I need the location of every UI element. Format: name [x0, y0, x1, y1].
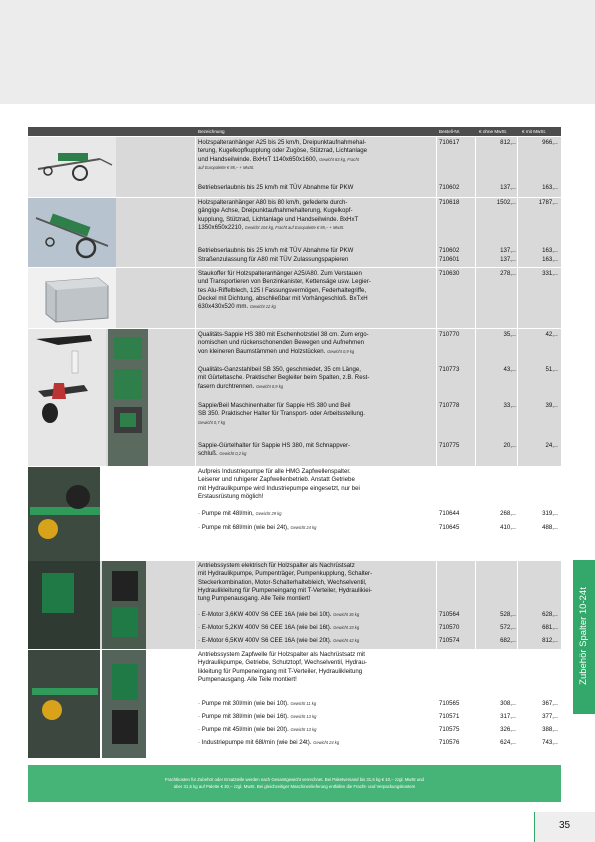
trailer-a25-photo — [28, 137, 194, 197]
text-line: Leiserer und ruhigerer Zapfwellenbetrieb. Anstatt Getriebe — [198, 476, 355, 484]
product-block-hand-tools — [28, 329, 561, 466]
text-part: und Handseilwinde. BxHxT 1140x650x1600, — [198, 155, 318, 163]
text-line: mit Hydraulikpumpe, Pumpenträger, Pumpenkupplung, Schalter- — [198, 570, 373, 578]
a80-description — [198, 199, 433, 232]
page-number: 35 — [559, 820, 571, 831]
text-part: · Pumpe mit 38l/min (wie bei 16t). — [198, 713, 289, 720]
weight-note: Gewicht 0,2 kg — [219, 451, 247, 457]
cents: –– — [512, 702, 516, 706]
price-value: 488, — [542, 524, 554, 531]
price-net — [476, 726, 516, 734]
price-net — [476, 624, 516, 632]
product-block-a25 — [28, 137, 561, 197]
permit-description: Betriebserlaubnis bis 25 km/h mit TÜV Abnahme für PKW — [198, 247, 354, 254]
text-part: · Pumpe mit 48l/min, — [198, 510, 254, 517]
cents: –– — [512, 626, 516, 630]
order-number: 710618 — [439, 199, 460, 206]
price-value: 35, — [503, 331, 512, 338]
text-line: nomischen und rückenschonenden Bewegen und Aufnehmen — [198, 339, 365, 347]
price-gross — [518, 331, 558, 339]
section-side-tab-label: Zubehör Spalter 10-24t — [578, 587, 589, 685]
cents: –– — [554, 368, 558, 372]
order-number: 710564 — [439, 611, 460, 618]
text-part: · E-Motor 5,2KW 400V S6 CEE 16A (wie bei 16t). — [198, 624, 332, 631]
price-value: 572, — [500, 624, 512, 631]
price-value: 39, — [545, 402, 554, 409]
text-line — [198, 383, 433, 391]
price-value: 367, — [542, 700, 554, 707]
cents: –– — [554, 639, 558, 643]
text-part: von kleineren Baumstämmen und Holzstücken. — [198, 347, 326, 355]
price-gross — [518, 726, 558, 734]
cents: –– — [554, 249, 558, 253]
permit-description: Betriebserlaubnis bis 25 km/h mit TÜV Abnahme für PKW — [198, 184, 354, 191]
price-value: 51, — [545, 366, 554, 373]
text-line: Hydraulikleitung für Pumpeneingang mit T-Verteiler, Hydraulikiei- — [198, 586, 372, 594]
text-line: Qualitäts-Sappie HS 380 mit Eschenholzstiel 38 cm. Zum ergo- — [198, 331, 369, 338]
price-gross — [518, 700, 558, 708]
storage-box-description — [198, 270, 433, 311]
price-gross — [518, 199, 558, 207]
text-line: Sappie-Gürtelhalter für Sappie HS 380, mit Schnappver- — [198, 442, 351, 449]
order-number: 710775 — [439, 442, 460, 449]
text-line: Hydraulikpumpe, Getriebe, Schutztopf, Wechselventil, Hydrau- — [198, 659, 367, 667]
price-net — [476, 442, 516, 450]
cents: –– — [512, 728, 516, 732]
price-value: 163, — [542, 184, 554, 191]
price-net — [476, 524, 516, 532]
axe-description — [198, 366, 433, 391]
price-net — [476, 184, 516, 192]
hand-tools-photos — [28, 329, 194, 466]
order-number: 710645 — [439, 524, 460, 531]
cents: –– — [512, 741, 516, 745]
text-line: kupplung, Stützrad, Lichtanlage und Handseilwinde. BxHxT — [198, 215, 359, 223]
cents: –– — [554, 526, 558, 530]
text-line: gängige Achse, Dreipunktaufnahmehalterung, Kugelkopf- — [198, 207, 353, 215]
freight-text — [28, 765, 561, 790]
price-value: 268, — [500, 510, 512, 517]
pump-45-description — [198, 726, 433, 734]
text-line: tung Pumpenausgang. Alle Teile montiert! — [198, 595, 311, 603]
price-value: 43, — [503, 366, 512, 373]
product-block-industrial-pump — [28, 467, 561, 561]
header-price-gross: € mit MwSt. — [522, 129, 546, 134]
text-line: Aufpreis Industriepumpe für alle HMG Zapfwellenspalter. — [198, 468, 351, 475]
cents: –– — [554, 141, 558, 145]
order-number: 710644 — [439, 510, 460, 517]
price-value: 42, — [545, 331, 554, 338]
pump-30-description — [198, 700, 433, 708]
belt-holder-description — [198, 442, 433, 459]
price-net — [476, 510, 516, 518]
freight-note: auf Europalette € 85,– + MwSt. — [198, 164, 255, 170]
price-net — [476, 611, 516, 619]
weight-note: Gewicht 11 kg — [290, 701, 317, 706]
text-line: und Transportieren von Benzinkanister, Kettensäge usw. Legier- — [198, 278, 371, 286]
a25-description — [198, 139, 433, 172]
price-gross — [518, 524, 558, 532]
order-number: 710773 — [439, 366, 460, 373]
text-line — [198, 303, 433, 311]
weight-note: Gewicht 33 kg — [333, 625, 360, 630]
price-net — [476, 247, 516, 255]
order-number: 710602 — [439, 184, 460, 191]
text-line: terung, Kugelkopfkupplung oder Zugöse, Stützrad, Lichtanlage — [198, 147, 368, 155]
price-value: 1502, — [496, 199, 512, 206]
product-block-a80 — [28, 198, 561, 267]
price-value: 377, — [542, 713, 554, 720]
storage-box-photo — [28, 268, 194, 328]
price-net — [476, 637, 516, 645]
cents: –– — [554, 613, 558, 617]
price-gross — [518, 366, 558, 374]
freight-line: Frachtkosten für Zubehör oder Ersatzteile werden nach Gesamtgewicht verrechnet. Bei Paketversand bis 31,5 kg € 10,– zzgl. MwSt und — [165, 777, 424, 782]
cents: –– — [554, 272, 558, 276]
trailer-a80-photo — [28, 198, 194, 267]
order-number: 710575 — [439, 726, 460, 733]
price-value: 163, — [542, 247, 554, 254]
price-value: 812, — [542, 637, 554, 644]
text-line: mit Gürteltasche. Praktischer Begleiter beim Spalten, z.B. Rest- — [198, 374, 370, 382]
header-order-number: Bestell-Nr. — [439, 129, 461, 134]
motor-65-description — [198, 637, 433, 645]
text-line — [198, 450, 433, 458]
industrial-pump-68-description — [198, 739, 433, 747]
cents: –– — [554, 626, 558, 630]
text-line: Steckerkombination, Motor-Schalterhaltebleich, Wechselventil, — [198, 578, 367, 586]
pto-drive-description — [198, 651, 433, 684]
cents: –– — [554, 444, 558, 448]
cents: –– — [554, 201, 558, 205]
product-block-electric-drive — [28, 561, 561, 649]
order-number: 710576 — [439, 739, 460, 746]
text-part: · Industriepumpe mit 68l/min (wie bei 24t). — [198, 739, 312, 746]
pump-48-description — [198, 510, 433, 518]
price-value: 812, — [500, 139, 512, 146]
price-value: 681, — [542, 624, 554, 631]
column-divider — [475, 136, 476, 758]
text-line: tes Alu-Riffelblech, 125 l Fassungsvermögen, Federhaltegriffe, — [198, 286, 367, 294]
machine-holder-description — [198, 402, 433, 427]
sappie-description — [198, 331, 433, 356]
price-value: 1787, — [538, 199, 554, 206]
price-gross — [518, 442, 558, 450]
price-net — [476, 199, 516, 207]
price-net — [476, 402, 516, 410]
pto-drive-photos — [28, 650, 194, 758]
cents: –– — [554, 404, 558, 408]
cents: –– — [554, 333, 558, 337]
cents: –– — [512, 526, 516, 530]
price-gross — [518, 139, 558, 147]
product-block-pto-drive — [28, 650, 561, 758]
cents: –– — [554, 186, 558, 190]
price-net — [476, 331, 516, 339]
price-value: 24, — [545, 442, 554, 449]
price-net — [476, 366, 516, 374]
electric-drive-description — [198, 562, 433, 603]
price-value: 624, — [500, 739, 512, 746]
text-part: schluß. — [198, 450, 218, 458]
cents: –– — [512, 639, 516, 643]
price-value: 308, — [500, 700, 512, 707]
weight-note: Gewicht 24 kg — [313, 740, 340, 745]
column-divider — [195, 136, 196, 758]
price-gross — [518, 247, 558, 255]
text-line: SB 350. Praktischer Halter für Transport- oder Arbeitsstellung. — [198, 410, 365, 418]
price-net — [476, 700, 516, 708]
industrial-pump-description — [198, 468, 433, 501]
header-price-net: € ohne MwSt. — [479, 129, 508, 134]
text-line: mit Hydraulikpumpe wird Industriepumpe eingesetzt, nur bei — [198, 484, 360, 492]
order-number: 710778 — [439, 402, 460, 409]
product-block-storage-box — [28, 268, 561, 328]
price-value: 33, — [503, 402, 512, 409]
price-gross — [518, 624, 558, 632]
price-value: 326, — [500, 726, 512, 733]
cents: –– — [554, 728, 558, 732]
text-part: 630x430x520 mm. — [198, 303, 249, 311]
motor-36-description — [198, 611, 433, 619]
text-part: · Pumpe mit 30l/min (wie bei 10t). — [198, 700, 289, 707]
weight-note: Gewicht 0,7 kg — [198, 419, 226, 425]
price-gross — [518, 637, 558, 645]
cents: –– — [554, 702, 558, 706]
price-net — [476, 739, 516, 747]
price-value: 319, — [542, 510, 554, 517]
cents: –– — [554, 512, 558, 516]
text-part: · Pumpe mit 45l/min (wie bei 20t). — [198, 726, 289, 733]
weight-note: Gewicht 13 kg — [290, 727, 317, 732]
price-value: 20, — [503, 442, 512, 449]
cents: –– — [512, 715, 516, 719]
column-divider — [517, 136, 518, 758]
price-net — [476, 270, 516, 278]
price-gross — [518, 184, 558, 192]
pump-68-description — [198, 524, 433, 532]
price-value: 137, — [500, 256, 512, 263]
freight-line: über 31,5 kg auf Palette € 30,– zzgl. MwSt. Bei gleichzeitiger Maschinenlieferung entfallen die Fracht- und Verpackungskosten! — [173, 784, 416, 789]
road-approval-description: Straßenzulassung für A80 mit TÜV Zulassungspapieren — [198, 256, 349, 263]
header-description: Bezeichnung — [198, 129, 225, 134]
price-gross — [518, 270, 558, 278]
price-gross — [518, 510, 558, 518]
price-value: 743, — [542, 739, 554, 746]
price-gross — [518, 713, 558, 721]
text-line: Antriebssystem Zapfwelle für Holzspalter als Nachrüstsatz mit — [198, 651, 365, 658]
order-number: 710565 — [439, 700, 460, 707]
text-line: Qualitäts-Ganzstahlbeil SB 350, geschmiedet, 35 cm Länge, — [198, 366, 361, 373]
text-part: · E-Motor 6,5KW 400V S6 CEE 16A (wie bei 20t). — [198, 637, 332, 644]
text-line: Antriebssystem elektrisch für Holzspalter als Nachrüstsatz — [198, 562, 355, 569]
text-line: Erstausrüstung möglich! — [198, 492, 264, 500]
weight-note: Gewicht 36 kg — [333, 612, 360, 617]
industrial-pump-photo — [28, 467, 194, 561]
pump-38-description — [198, 713, 433, 721]
weight-note: Gewicht 13 kg — [290, 714, 317, 719]
order-number: 710571 — [439, 713, 460, 720]
price-net — [476, 256, 516, 264]
weight-note: Gewicht 29 kg — [255, 511, 282, 516]
weight-note: Gewicht 104 kg, Fracht auf Europalette € 85,– + MwSt. — [244, 224, 345, 230]
text-line: Staukoffer für Holzspalteranhänger A25/A80. Zum Verstauen — [198, 270, 362, 277]
cents: –– — [512, 444, 516, 448]
price-gross — [518, 739, 558, 747]
price-value: 388, — [542, 726, 554, 733]
weight-note: Gewicht 0,9 kg — [255, 383, 284, 389]
top-band — [0, 0, 595, 104]
cents: –– — [512, 201, 516, 205]
cents: –– — [512, 512, 516, 516]
order-number: 710630 — [439, 270, 460, 277]
order-number: 710602 — [439, 247, 460, 254]
price-value: 682, — [500, 637, 512, 644]
cents: –– — [554, 741, 558, 745]
price-value: 966, — [542, 139, 554, 146]
weight-note: Gewicht 83 kg, Fracht — [319, 156, 359, 162]
weight-note: Gewicht 0,9 kg — [327, 348, 355, 354]
text-part: · E-Motor 3,6KW 400V S6 CEE 16A (wie bei 10t). — [198, 611, 332, 618]
price-gross — [518, 402, 558, 410]
cents: –– — [512, 368, 516, 372]
text-line: likleitung für Pumpeneingang mit T-Verteiler, Hydraulikleitung — [198, 667, 363, 675]
column-divider — [436, 136, 437, 758]
price-value: 528, — [500, 611, 512, 618]
text-line: Pumpenausgang. Alle Teile montiert! — [198, 675, 297, 683]
order-number: 710617 — [439, 139, 460, 146]
cents: –– — [512, 258, 516, 262]
cents: –– — [512, 333, 516, 337]
order-number: 710601 — [439, 256, 460, 263]
price-value: 331, — [542, 270, 554, 277]
table-header — [28, 127, 561, 136]
text-line: Sappie/Beil Maschinenhalter für Sappie HS 380 und Beil — [198, 402, 351, 409]
text-line — [198, 348, 433, 356]
weight-note: Gewicht 12 kg — [249, 304, 276, 310]
weight-note: Gewicht 42 kg — [333, 638, 360, 643]
order-number: 710770 — [439, 331, 460, 338]
cents: –– — [512, 272, 516, 276]
text-part: 1350x650x2210, — [198, 223, 244, 231]
text-part: · Pumpe mit 68l/min (wie bei 24t), — [198, 524, 289, 531]
freight-footer — [28, 765, 561, 802]
text-line — [198, 156, 433, 164]
motor-52-description — [198, 624, 433, 632]
price-value: 628, — [542, 611, 554, 618]
price-net — [476, 713, 516, 721]
price-gross — [518, 256, 558, 264]
cents: –– — [512, 613, 516, 617]
price-value: 410, — [500, 524, 512, 531]
cents: –– — [512, 404, 516, 408]
section-side-tab — [573, 560, 595, 714]
price-value: 163, — [542, 256, 554, 263]
text-line: Holzspalteranhänger A25 bis 25 km/h, Dreipunktaufnahmehal- — [198, 139, 367, 146]
price-value: 278, — [500, 270, 512, 277]
order-number: 710570 — [439, 624, 460, 631]
cents: –– — [512, 186, 516, 190]
price-value: 317, — [500, 713, 512, 720]
price-net — [476, 139, 516, 147]
cents: –– — [512, 249, 516, 253]
cents: –– — [512, 141, 516, 145]
text-part: fasern durchtrennen. — [198, 382, 255, 390]
cents: –– — [554, 715, 558, 719]
price-value: 137, — [500, 184, 512, 191]
weight-note: Gewicht 24 kg — [290, 525, 317, 530]
price-gross — [518, 611, 558, 619]
text-line — [198, 224, 433, 232]
cents: –– — [554, 258, 558, 262]
price-value: 137, — [500, 247, 512, 254]
text-line: Deckel mit Dichtung, abschließbar mit Vorhängeschloß. BxTxH — [198, 294, 368, 302]
text-line: Holzspalteranhänger A80 bis 80 km/h, gefederte durch- — [198, 199, 348, 206]
electric-drive-photos — [28, 561, 194, 649]
order-number: 710574 — [439, 637, 460, 644]
